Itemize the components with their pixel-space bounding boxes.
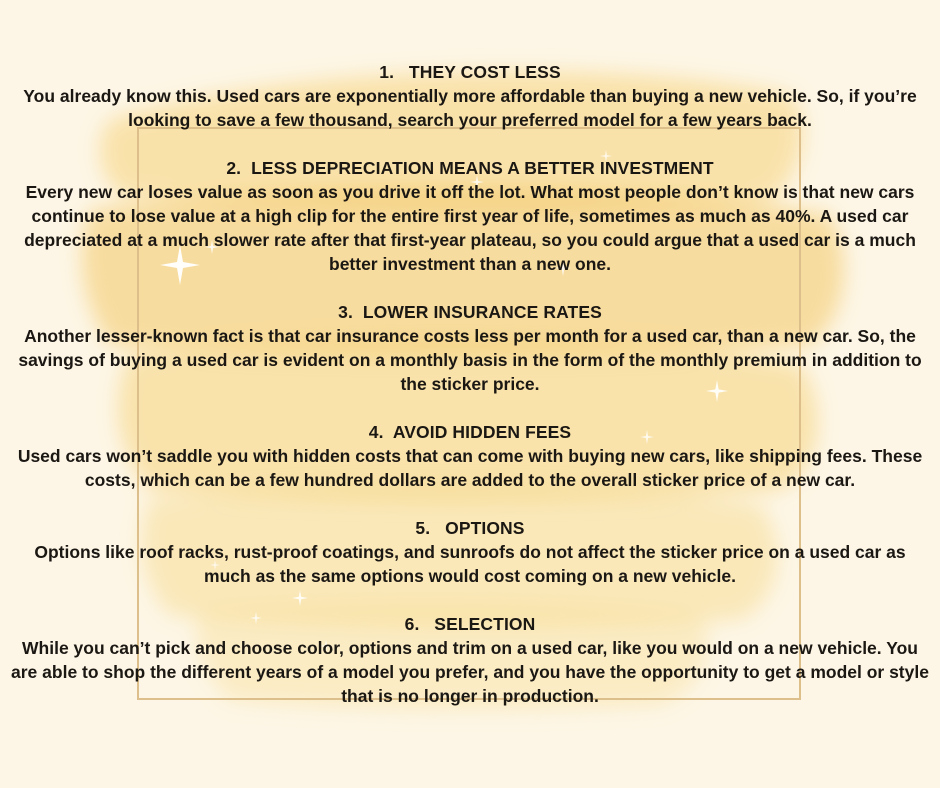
section-body: Options like roof racks, rust-proof coatings, and sunroofs do not affect the sticker price on a used car as much as the same options would cost coming on a new vehicle. (34, 542, 906, 586)
section-body: While you can’t pick and choose color, options and trim on a used car, like you would on a new vehicle. You are able to shop the different years of a model you prefer, and you have the opportunity to get a model or style that is no longer in production. (11, 638, 929, 706)
section-they-cost-less (10, 60, 930, 132)
section-heading: 2. LESS DEPRECIATION MEANS A BETTER INVESTMENT (226, 158, 714, 178)
section-body: You already know this. Used cars are exponentially more affordable than buying a new vehicle. So, if you’re looking to save a few thousand, search your preferred model for a few years back. (23, 86, 917, 130)
section-heading: 6. SELECTION (404, 614, 536, 634)
section-selection (10, 612, 930, 708)
section-heading: 5. OPTIONS (415, 518, 525, 538)
section-heading: 4. AVOID HIDDEN FEES (368, 422, 572, 442)
section-body: Another lesser-known fact is that car insurance costs less per month for a used car, than a new car. So, the savings of buying a used car is evident on a monthly basis in the form of the monthly premium in addition to the sticker price. (18, 326, 922, 394)
section-heading: 3. LOWER INSURANCE RATES (338, 302, 602, 322)
section-less-depreciation (10, 156, 930, 276)
section-heading: 1. THEY COST LESS (379, 62, 561, 82)
section-lower-insurance (10, 300, 930, 396)
section-body: Used cars won’t saddle you with hidden costs that can come with buying new cars, like shipping fees. These costs, which can be a few hundred dollars are added to the overall sticker price of a new car. (17, 446, 923, 490)
section-avoid-hidden-fees (10, 420, 930, 492)
section-options (10, 516, 930, 588)
article-content (0, 60, 940, 732)
section-body: Every new car loses value as soon as you drive it off the lot. What most people don’t know is that new cars continue to lose value at a high clip for the entire first year of life, sometimes as much as 40%. A used car depreciated at a much slower rate after that first-year plateau, so you could argue that a used car is a much better investment than a new one. (24, 182, 916, 274)
